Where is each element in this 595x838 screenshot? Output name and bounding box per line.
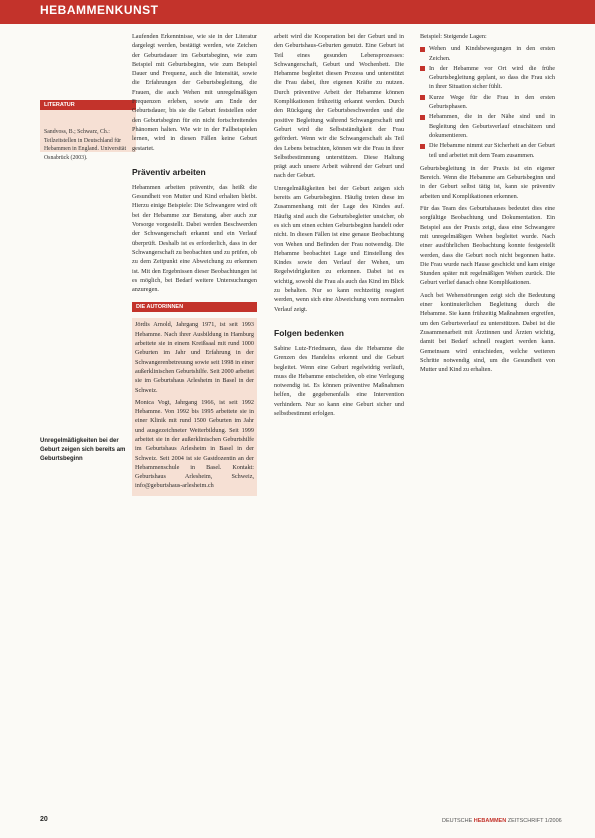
section-heading: Präventiv arbeiten	[132, 166, 206, 177]
literature-text: Sandvoss, B.; Schwarz, Ch.: Teilzeitstellen in Deutschland für Hebammen in England. Universität Osnabrück (2003).	[44, 129, 127, 161]
body-text: Hebammen arbeiten präventiv, das heißt die Gesundheit von Mutter und Kind erhalten bleibt. Hierzu einige Beispiele: Die Schwangere wird oft bei der Hebamme zur Beratung, aber auch zur Vorsorge vorgestellt. Dabei werden Beschwerden der Schwangerschaft erkannt und ein Verlauf überprüft. Deshalb ist es erforderlich, dass in der Schwangerschaft zu beobachten und zu prüfen, ob zu dem Zeitpunkt eine Abweichung zu erkennen ist. Mit den Ergebnissen dieser Beobachtungen ist es möglich, bei Bedarf weitere Untersuchungen anzuregen.	[132, 183, 257, 294]
body-text: Unregelmäßigkeiten bei der Geburt zeigen sich bereits am Geburtsbeginn. Häufig treten diese im Zusammenhang mit der Lage des Kindes auf. Häufig sind auch die Geburtsbegleiter unsicher, ob es sich um einen echten Geburtsbeginn handelt oder nicht. In diesen Fällen ist eine genaue Beobachtung von Wehen und Befinden der Frau notwendig. Die Hebamme beobachtet Lage und Einstellung des Kindes sowie den Verlauf der Wehen, um Regelwidrigkeiten zu erkennen. Dabei ist es wichtig, sowohl die Frau als auch das Kind im Blick zu behalten. Nur so kann rechtzeitig reagiert werden, wenn sich eine Abweichung vom normalen Verlauf zeigt.	[274, 184, 404, 313]
publication-footer	[442, 818, 562, 824]
column-2	[274, 32, 404, 812]
body-text: Laufenden Erkenntnisse, wie sie in der Literatur dargelegt werden, bestätigt werden, wie Zeichen der Geburtsdauer im Geburtsbeginn, wie zum Beispiel mit Geburtsbeginn, wie zum Beispiel Dauer und Frequenz, auch die Intensität, sowie die Erfahrungen der Geburtsbegleitung, die Frauen, die auch Wehen mit unregelmäßigen Frequenzen erleben, sowie am Ende der Geburtsdauer, bis sie die Geburt feststellen oder den Geburtsbeginn für ein nicht fortschreitendes Phänomen halten. Wie wir in der Fallbeispielen lernen, wird in diesen Fällen keine Geburt gestartet.	[132, 33, 257, 152]
authors-label: DIE AUTORINNEN	[132, 302, 257, 312]
authors-box	[132, 318, 257, 495]
publication-brand: HEBAMMEN	[473, 818, 507, 824]
bullet-item: In der Hebamme vor Ort wird die frühe Geburtsbegleitung geplant, so dass die Frau sich in ihrer Situation sicher fühlt.	[420, 64, 555, 92]
publication-prefix: DEUTSCHE	[442, 818, 473, 824]
publication-suffix: ZEITSCHRIFT 1/2006	[507, 818, 562, 824]
bullet-item: Hebammen, die in der Nähe sind und in Begleitung den Geburtsverlauf einschätzen und dokumentieren.	[420, 112, 555, 140]
header-bar	[0, 0, 595, 24]
section-heading: Folgen bedenken	[274, 327, 344, 338]
section-title: HEBAMMENKUNST	[40, 3, 159, 17]
body-text: Sabine Lutz-Friedmann, dass die Hebamme die Grenzen des Handelns erkennt und die Geburt begleitet. Wenn eine Geburt regelwidrig verläuft, muss die Hebamme entscheiden, ob eine Verlegung notwendig ist. Es können präventive Maßnahmen helfen, die gegebenenfalls eine Intervention verhindern. Nur so kann eine Geburt sicher und selbstbestimmt erfolgen.	[274, 344, 404, 417]
body-text: Beispiel: Steigende Lagen:	[420, 33, 487, 40]
bullet-item: Kurze Wege für die Frau in den ersten Geburtsphasen.	[420, 93, 555, 112]
page-number: 20	[40, 816, 48, 823]
body-text: Geburtsbegleitung in der Praxis ist ein eigener Bereich. Wenn die Hebamme am Geburtsbeginn und in der Geburt selbst tätig ist, kann sie präventiv arbeiten und Komplikationen erkennen.	[420, 164, 555, 200]
column-1	[132, 32, 257, 812]
bullet-item: Die Hebamme nimmt zur Sicherheit an der Geburt teil und arbeitet mit dem Team zusammen.	[420, 141, 555, 160]
body-text: arbeit wird die Kooperation bei der Geburt und in den Geburtshaus-Geburten genutzt. Eine Geburt ist Teil eines gesunden Lebensprozesses: Schwangerschaft, Geburt und Wochenbett. Die Hebamme begleitet diesen Prozess und unterstützt die Frau dabei, ihre eigenen Kräfte zu nutzen. Durch präventive Arbeit der Hebamme können Komplikationen frühzeitig erkannt werden. Durch den Rückgang der Geburtsbeschwerden und die positive Begleitung während Schwangerschaft und Geburt wird die Selbstständigkeit der Frau gefördert. Wenn wir die Schwangerschaft als Teil des Lebens betrachten, können wir die Frau in ihrer Selbstbestimmung unterstützen. Diese Haltung prägt auch unsere Arbeit während der Geburt und nach der Geburt.	[274, 33, 404, 180]
column-3	[420, 32, 555, 812]
literature-label: LITERATUR	[40, 100, 136, 110]
author-bio: Monica Vogt, Jahrgang 1966, ist seit 1992 Hebamme. Von 1992 bis 1995 arbeitete sie in einer Klinik mit rund 1500 Geburten im Jahr und ausgezeichneter Weiterbildung. Seit 1999 arbeitet sie in der außerklinischen Geburtshilfe im Geburtshaus Arlesheim in Basel in der Schweiz. Seit 2004 ist sie Gastdozentin an der Hebammenschule in Basel. Kontakt: Geburtshaus Arlesheim, Schweiz, info@geburtshaus-arlesheim.ch	[135, 398, 254, 490]
author-bio: Jördis Arnold, Jahrgang 1971, ist seit 1993 Hebamme. Nach ihrer Ausbildung in Hamburg arbeitete sie in einem Kreißsaal mit rund 1000 Geburten im Jahr und Erfahrung in der Schwangerenbetreuung sowie seit 1998 in einer außerklinischen Geburtshilfe. Seit 2000 arbeitet sie im Geburtshaus Arlesheim in Basel in der Schweiz.	[135, 321, 254, 394]
pull-quote: Unregelmäßigkeiten bei der Geburt zeigen sich bereits am Geburtsbeginn	[40, 438, 126, 462]
bullet-item: Wehen und Kindsbewegungen in den ersten Zeichen.	[420, 44, 555, 63]
body-text: Auch bei Wehenstörungen zeigt sich die Bedeutung einer kontinuierlichen Begleitung durch die Hebamme. Sie kann frühzeitig Maßnahmen ergreifen, um den Geburtsverlauf zu unterstützen. Dabei ist die Zusammenarbeit mit Ärztinnen und Ärzten wichtig, damit bei Bedarf schnell reagiert werden kann. Gemeinsam wird entschieden, welche weiteren Schritte notwendig sind, um die Gesundheit von Mutter und Kind zu erhalten.	[420, 291, 555, 374]
bullet-list	[420, 44, 555, 160]
body-text: Für das Team des Geburtshauses bedeutet dies eine sorgfältige Beobachtung und Dokumentation. Ein Beispiel aus der Praxis zeigt, dass eine Schwangere mit unregelmäßigen Wehen begleitet wurde. Nach einer ausführlichen Beobachtung konnte festgestellt werden, dass die Geburt noch nicht begonnen hatte. Die Frau wurde nach Hause geschickt und kam einige Stunden später mit regelmäßigen Wehen zurück. Die Geburt verlief danach ohne Komplikationen.	[420, 205, 555, 287]
